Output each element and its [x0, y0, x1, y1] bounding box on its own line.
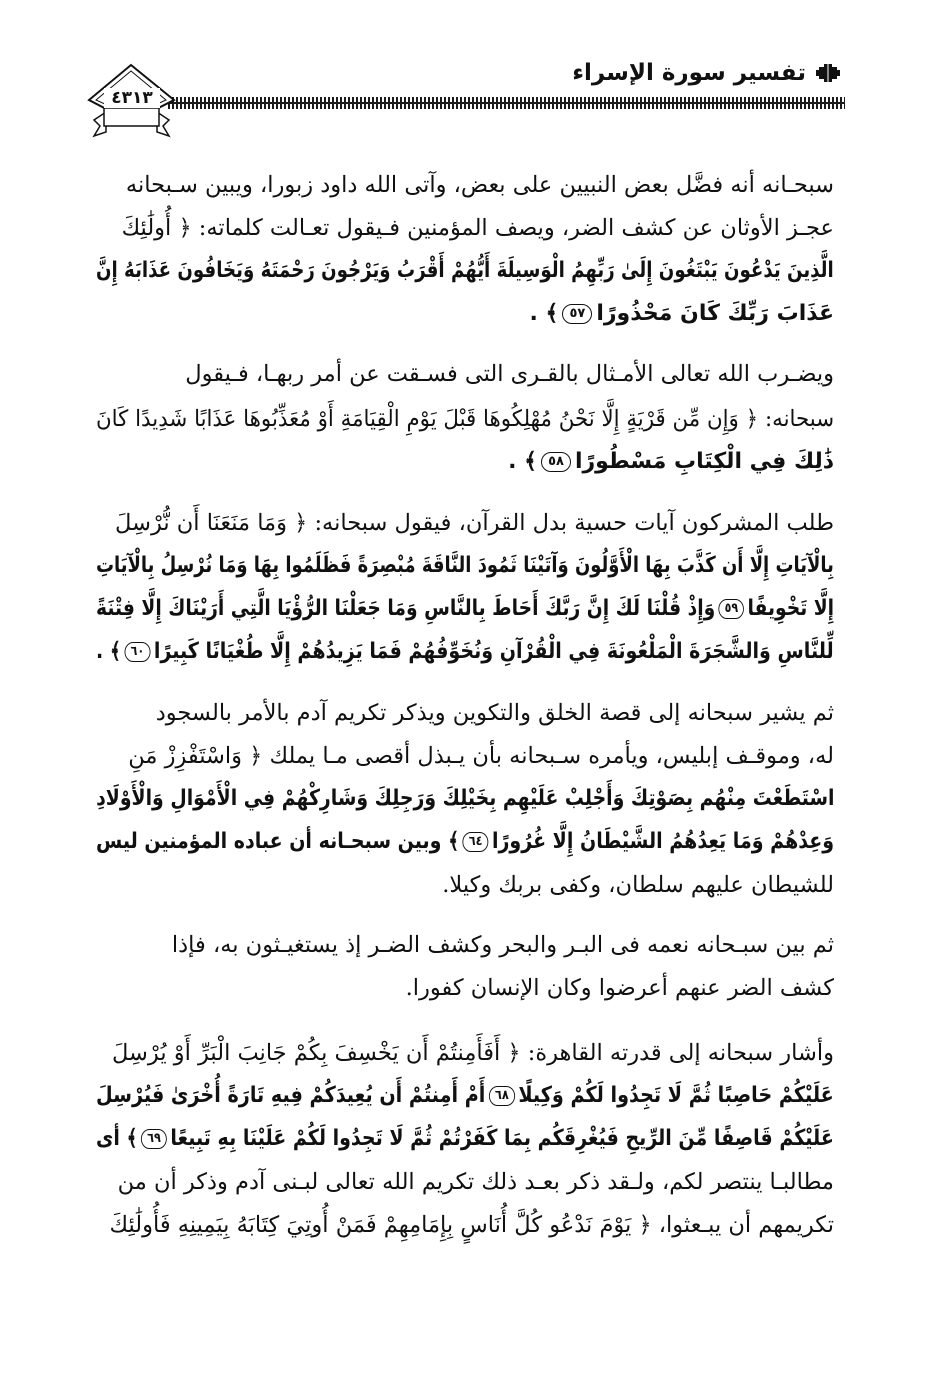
page-header-title: تفسير سورة الإسراء	[572, 60, 806, 86]
text-line	[96, 589, 834, 629]
ayah-number-marker: ٦٤	[463, 832, 489, 852]
line-text: طلب المشركون آيات حسية بدل القرآن، فيقول سبحانه: ﴿ وَمَا مَنَعَنَا أَن نُّرْسِلَ	[115, 510, 834, 536]
ayah-number-marker: ٥٨	[541, 452, 571, 472]
line-text: لِّلنَّاسِ وَالشَّجَرَةَ الْمَلْعُونَةَ فِي الْقُرْآنِ وَنُخَوِّفُهُمْ فَمَا يَزِيدُهُمْ إِلَّا طُغْيَانًا كَبِيرًا	[154, 639, 835, 664]
line-text: له، وموقـف إبليس، ويأمره سـبحانه بأن يـبذل أقصى مـا يملك ﴿ وَاسْتَفْزِزْ مَنِ	[128, 743, 834, 769]
text-line	[96, 399, 834, 439]
text-line	[156, 693, 834, 733]
text-line	[172, 925, 834, 965]
text-line	[122, 208, 834, 248]
line-text: عَلَيْكُمْ حَاصِبًا ثُمَّ لَا تَجِدُوا لَكُمْ وَكِيلًا	[518, 1083, 834, 1108]
line-text: عجـز الأوثان عن كشف الضر، ويصف المؤمنين فـيقول تعـالت كلماته: ﴿ أُولَٰئِكَ	[121, 215, 834, 241]
text-line	[126, 165, 834, 205]
line-text: سبحانه: ﴿ وَإِن مِّن قَرْيَةٍ إِلَّا نَحْنُ مُهْلِكُوهَا قَبْلَ يَوْمِ الْقِيَامَةِ أَوْ مُعَذِّبُوهَا عَذَابًا شَدِيدًا كَانَ	[95, 406, 834, 432]
header-ornament-icon	[815, 62, 841, 84]
line-text: عَذَابَ رَبِّكَ كَانَ مَحْذُورًا	[596, 301, 834, 326]
text-line	[96, 251, 834, 291]
text-line	[508, 442, 834, 482]
line-text: ثم يشير سبحانه إلى قصة الخلق والتكوين ويذكر تكريم آدم بالأمر بالسجود	[155, 700, 834, 726]
ayah-number-marker: ٦٨	[489, 1086, 515, 1106]
text-line	[112, 1033, 834, 1073]
line-text: ويضـرب الله تعالى الأمـثال بالقـرى التى فسـقت عن أمر ربهـا، فـيقول	[185, 361, 834, 387]
line-tail-text: ﴾ وبين سبحـانه أن عباده المؤمنين ليس	[95, 829, 460, 854]
line-text: مطالبـا ينتصر لكم، ولـقد ذكر بعـد ذلك تكريم الله تعالى لبـنى آدم وذكر أن من	[117, 1169, 834, 1195]
line-text: عَلَيْكُمْ قَاصِفًا مِّنَ الرِّيحِ فَيُغْرِقَكُم بِمَا كَفَرْتُمْ ثُمَّ لَا تَجِدُوا لَكُمْ عَلَيْنَا بِهِ تَبِيعًا	[170, 1126, 834, 1151]
ayah-number-marker: ٥٩	[719, 599, 744, 619]
line-text: وأشار سبحانه إلى قدرته القاهرة: ﴿ أَفَأَمِنتُمْ أَن يَخْسِفَ بِكُمْ جَانِبَ الْبَرِّ أَوْ يُرْسِلَ	[112, 1040, 834, 1066]
text-line	[118, 1162, 834, 1202]
text-line	[96, 546, 834, 586]
line-text: الَّذِينَ يَدْعُونَ يَبْتَغُونَ إِلَىٰ رَبِّهِمُ الْوَسِيلَةَ أَيُّهُمْ أَقْرَبُ وَيَرْجُونَ رَحْمَتَهُ وَيَخَافُونَ عَذَابَهُ إِنَّ	[96, 258, 834, 283]
line-text: اسْتَطَعْتَ مِنْهُم بِصَوْتِكَ وَأَجْلِبْ عَلَيْهِم بِخَيْلِكَ وَرَجِلِكَ وَشَارِكْهُمْ فِي الْأَمْوَالِ وَالْأَوْلَادِ	[95, 786, 834, 811]
text-line	[96, 779, 834, 819]
line-text: للشيطان عليهم سلطان، وكفى بربك وكيلا.	[442, 872, 834, 898]
text-line	[96, 1076, 834, 1116]
ayah-number-marker: ٥٧	[562, 304, 592, 324]
line-text: ذَٰلِكَ فِي الْكِتَابِ مَسْطُورًا	[574, 449, 834, 474]
ayah-number-marker: ٦٠	[125, 642, 151, 662]
line-text: ثم بين سبـحانه نعمه فى البـر والبحر وكشف الضـر إذ يستغيـثون به، فإذا	[171, 932, 834, 958]
header-rule	[168, 97, 845, 109]
text-line	[530, 294, 834, 334]
text-line	[185, 354, 834, 394]
line-tail-text: ﴾ .	[96, 639, 122, 664]
line-tail-text: أَمْ أَمِنتُمْ أَن يُعِيدَكُمْ فِيهِ تَارَةً أُخْرَىٰ فَيُرْسِلَ	[96, 1083, 486, 1108]
line-text: إِلَّا تَخْوِيفًا	[747, 596, 834, 621]
line-tail-text: ﴾ .	[508, 449, 538, 474]
text-line	[109, 1205, 834, 1245]
text-line	[115, 503, 834, 543]
line-text: كشف الضر عنهم أعرضوا وكان الإنسان كفورا.	[405, 975, 834, 1001]
line-text: وَعِدْهُمْ وَمَا يَعِدُهُمُ الشَّيْطَانُ إِلَّا غُرُورًا	[491, 829, 834, 854]
line-text: بِالْآيَاتِ إِلَّا أَن كَذَّبَ بِهَا الْأَوَّلُونَ وَآتَيْنَا ثَمُودَ النَّاقَةَ مُبْصِرَةً فَظَلَمُوا بِهَا وَمَا نُرْسِلُ بِالْآيَاتِ	[96, 553, 834, 578]
ayah-number-marker: ٦٩	[141, 1129, 167, 1149]
text-line	[96, 632, 834, 672]
text-line	[96, 1119, 834, 1159]
line-tail-text: وَإِذْ قُلْنَا لَكَ إِنَّ رَبَّكَ أَحَاطَ بِالنَّاسِ وَمَا جَعَلْنَا الرُّؤْيَا الَّتِي أَرَيْنَاكَ إِلَّا فِتْنَةً	[95, 596, 716, 621]
text-line	[128, 736, 834, 776]
line-tail-text: ﴾ .	[529, 301, 559, 326]
text-line	[442, 865, 834, 905]
text-line	[406, 968, 834, 1008]
line-text: تكريمهم أن يبـعثوا، ﴿ يَوْمَ نَدْعُو كُلَّ أُنَاسٍ بِإِمَامِهِمْ فَمَنْ أُوتِيَ كِتَابَهُ بِيَمِينِهِ فَأُولَٰئِكَ	[109, 1212, 834, 1238]
line-text: سبحـانه أنه فضَّل بعض النبيين على بعض، وآتى الله داود زبورا، ويبين سـبحانه	[125, 172, 834, 198]
line-tail-text: ﴾ أى	[96, 1126, 138, 1151]
text-line	[96, 822, 834, 862]
page-number: ٤٣١٣	[104, 88, 160, 108]
